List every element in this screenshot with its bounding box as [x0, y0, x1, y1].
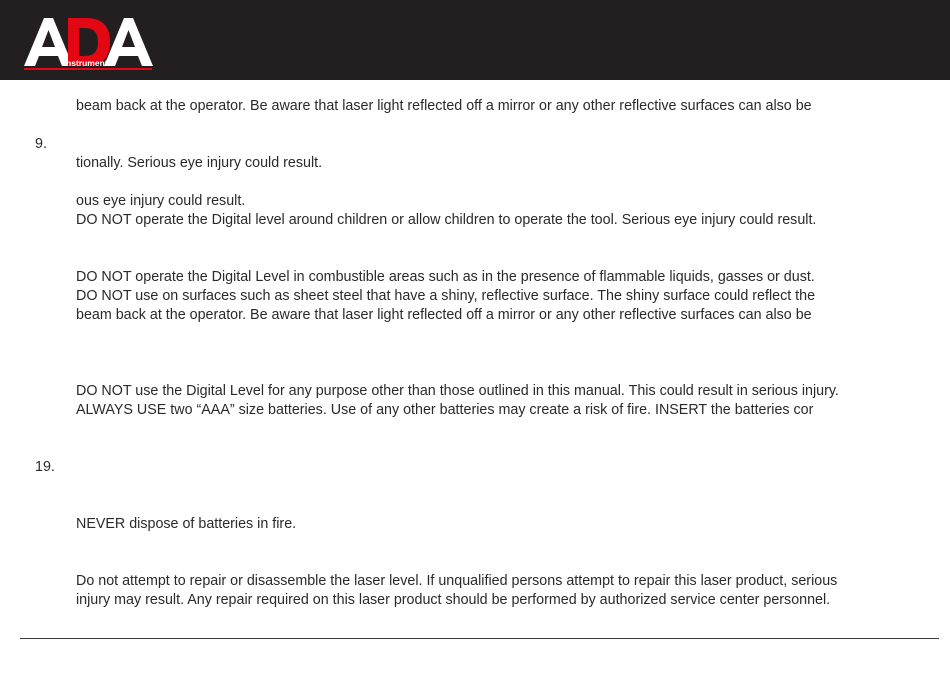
- text-line-4: DO NOT operate the Digital level around children or allow children to operate the tool. Serious eye injury could result.: [76, 212, 817, 228]
- footer-divider: [20, 638, 939, 639]
- text-line-6: DO NOT use on surfaces such as sheet steel that have a shiny, reflective surface. The shiny surface could reflect the: [76, 288, 816, 304]
- text-line-11: Do not attempt to repair or disassemble the laser level. If unqualified persons attempt to repair this laser product, serious: [76, 573, 838, 589]
- text-line-10: NEVER dispose of batteries in fire.: [76, 516, 297, 532]
- item-number-9: 9.: [35, 136, 47, 152]
- text-line-2: tionally. Serious eye injury could result.: [76, 155, 323, 171]
- svg-text:instruments: instruments: [63, 58, 113, 68]
- ada-instruments-logo: [22, 8, 156, 74]
- text-line-7: beam back at the operator. Be aware that laser light reflected off a mirror or any other reflective surfaces can also be: [76, 307, 812, 323]
- text-line-8: DO NOT use the Digital Level for any purpose other than those outlined in this manual. This could result in serious injury.: [76, 383, 839, 399]
- text-line-5: DO NOT operate the Digital Level in combustible areas such as in the presence of flammable liquids, gasses or dust.: [76, 269, 815, 285]
- text-line-12: injury may result. Any repair required on this laser product should be performed by authorized service center personnel.: [76, 592, 831, 608]
- text-line-3: ous eye injury could result.: [76, 193, 246, 209]
- item-number-19: 19.: [35, 459, 55, 475]
- text-line-1: beam back at the operator. Be aware that laser light reflected off a mirror or any other reflective surfaces can also be: [76, 98, 812, 114]
- text-line-9: ALWAYS USE two “AAA” size batteries. Use of any other batteries may create a risk of fire. INSERT the batteries cor: [76, 402, 814, 418]
- header-bar: [0, 0, 950, 80]
